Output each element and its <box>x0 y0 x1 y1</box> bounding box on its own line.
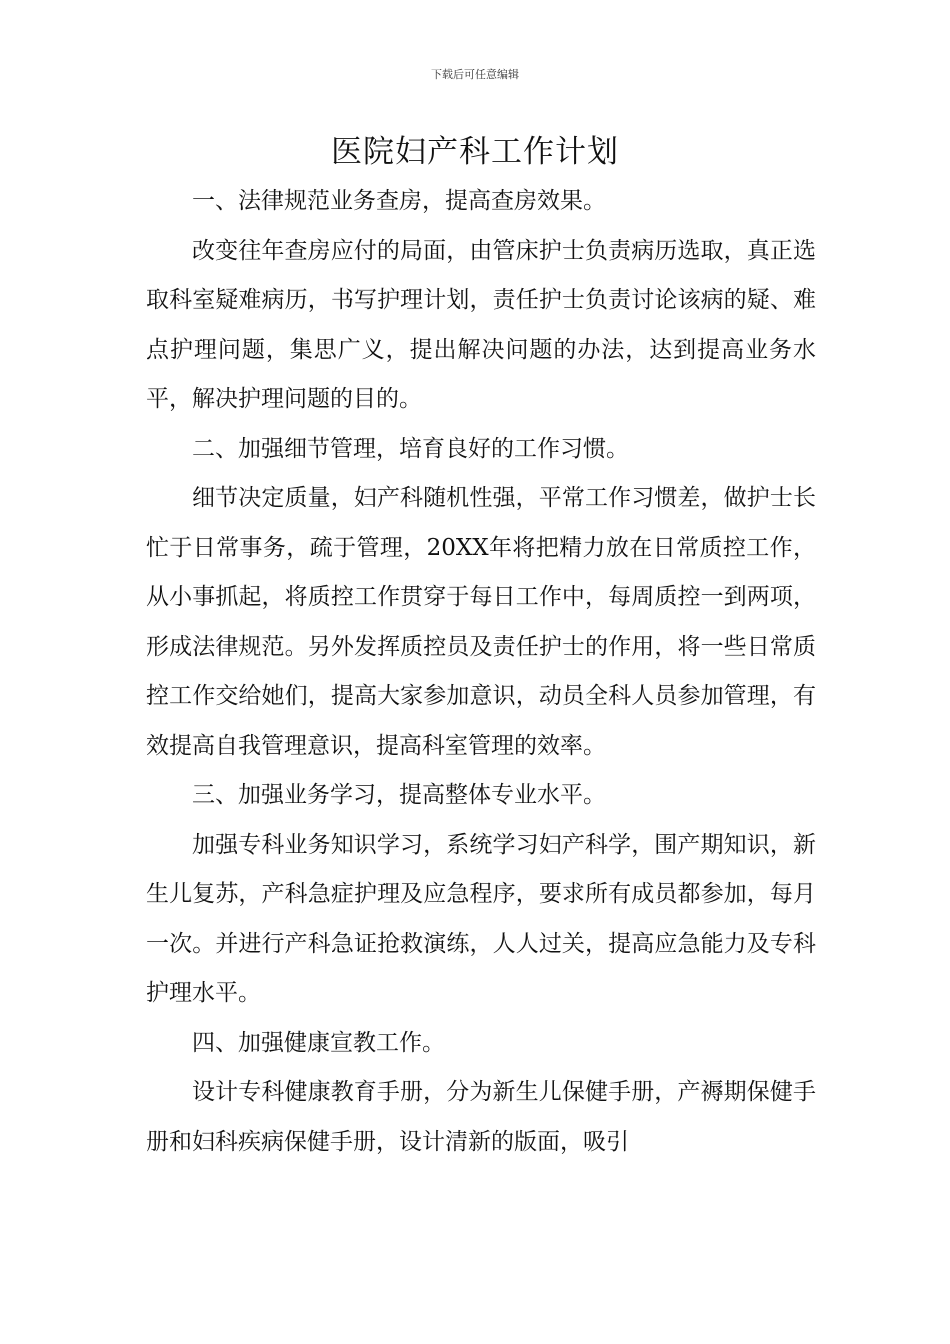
section-heading-3: 三、加强业务学习，提高整体专业水平。 <box>192 782 606 808</box>
document-title: 医院妇产科工作计划 <box>331 134 619 170</box>
document-body <box>146 177 816 1167</box>
paragraph-2: 细节决定质量，妇产科随机性强，平常工作习惯差，做护士长忙于日常事务，疏于管理，20XX年将把精力放在日常质控工作，从小事抓起，将质控工作贯穿于每日工作中，每周质控一到两项，形成法律规范。另外发挥质控员及责任护士的作用，将一些日常质控工作交给她们，提高大家参加意识，动员全科人员参加管理，有效提高自我管理意识，提高科室管理的效率。 <box>146 485 816 759</box>
section-heading-2: 二、加强细节管理，培育良好的工作习惯。 <box>192 435 629 462</box>
paragraph-3: 加强专科业务知识学习，系统学习妇产科学，围产期知识，新生儿复苏，产科急症护理及应急程序，要求所有成员都参加，每月一次。并进行产科急证抢救演练，人人过关，提高应急能力及专科护理水平。 <box>146 831 816 1006</box>
section-heading-4: 四、加强健康宣教工作。 <box>192 1029 445 1056</box>
header-note: 下载后可任意编辑 <box>431 68 519 81</box>
paragraph-4: 设计专科健康教育手册，分为新生儿保健手册，产褥期保健手册和妇科疾病保健手册，设计清新的版面，吸引 <box>146 1079 816 1155</box>
paragraph-1: 改变往年查房应付的局面，由管床护士负责病历选取，真正选取科室疑难病历，书写护理计划，责任护士负责讨论该病的疑、难点护理问题，集思广义，提出解决问题的办法，达到提高业务水平，解决护理问题的目的。 <box>146 237 816 412</box>
section-heading-1: 一、法律规范业务查房，提高查房效果。 <box>192 188 606 214</box>
